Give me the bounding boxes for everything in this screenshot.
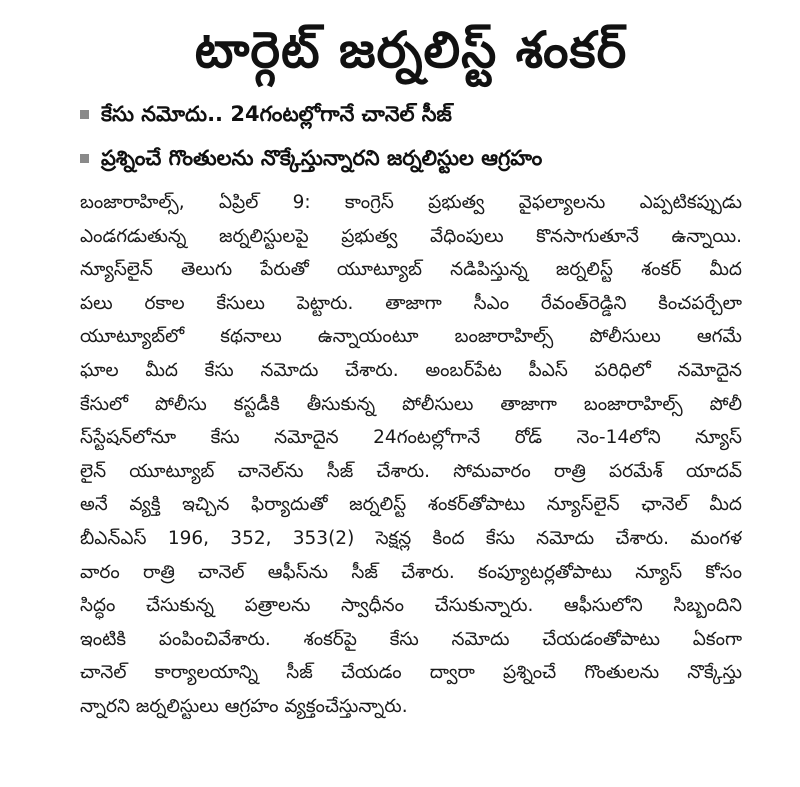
body-line: బంజారాహిల్స్, ఏప్రిల్ 9: కాంగ్రెస్ ప్రభుత్వ వైఫల్యాలను ఎప్పటికప్పుడు xyxy=(80,192,742,213)
body-line: పలు రకాల కేసులు పెట్టారు. తాజాగా సీఎం రేవంత్‌రెడ్డిని కించపర్చేలా xyxy=(80,292,742,314)
body-line: బీఎన్ఎస్ 196, 352, 353(2) సెక్షన్ల కింద కేసు నమోదు చేశారు. మంగళ xyxy=(80,527,742,549)
subhead-2 xyxy=(80,136,742,180)
square-bullet-icon xyxy=(80,154,89,163)
body-line: ఎండగడుతున్న జర్నలిస్టులపై ప్రభుత్వ వేధింపులు కొనసాగుతూనే ఉన్నాయి. xyxy=(80,225,742,247)
subhead-text: కేసు నమోదు.. 24గంటల్లోగానే చానెల్ సీజ్ xyxy=(101,102,452,126)
article-body xyxy=(80,186,742,724)
square-bullet-icon xyxy=(80,110,89,119)
body-line: యూట్యూబ్‌లో కథనాలు ఉన్నాయంటూ బంజారాహిల్స్ పోలీసులు ఆగమే xyxy=(80,326,742,348)
subhead-1 xyxy=(80,92,742,136)
article-headline: టార్గెట్ జర్నలిస్ట్ శంకర్ xyxy=(194,21,628,79)
body-line: సిద్ధం చేసుకున్న పత్రాలను స్వాధీనం చేసుకున్నారు. ఆఫీసులోని సిబ్బందిని xyxy=(80,595,742,617)
body-line: ఇంటికి పంపించివేశారు. శంకర్‌పై కేసు నమోదు చేయడంతోపాటు ఏకంగా xyxy=(80,628,742,650)
body-line: న్నారని జర్నలిస్టులు ఆగ్రహం వ్యక్తంచేస్తున్నారు. xyxy=(80,695,408,717)
body-line: ఘాల మీద కేసు నమోదు చేశారు. అంబర్‌పేట పీఎస్ పరిధిలో నమోదైన xyxy=(80,359,742,381)
body-line: అనే వ్యక్తి ఇచ్చిన ఫిర్యాదుతో జర్నలిస్ట్ శంకర్‌తోపాటు న్యూస్‌లైన్ ఛానెల్ మీద xyxy=(80,494,742,516)
body-line: స్‌స్టేషన్‌లోనూ కేసు నమోదైన 24గంటల్లోగానే రోడ్ నెం-14లోని న్యూస్ xyxy=(80,427,742,449)
body-line: న్యూస్‌లైన్ తెలుగు పేరుతో యూట్యూబ్ నడిపిస్తున్న జర్నలిస్ట్ శంకర్ మీద xyxy=(80,259,742,281)
body-line: చానెల్ కార్యాలయాన్ని సీజ్ చేయడం ద్వారా ప్రశ్నించే గొంతులను నొక్కేస్తు xyxy=(80,662,742,684)
body-line: వారం రాత్రి చానెల్ ఆఫీస్‌ను సీజ్ చేశారు. కంప్యూటర్లతోపాటు న్యూస్ కోసం xyxy=(80,561,742,583)
body-line: కేసులో పోలీసు కస్టడీకి తీసుకున్న పోలీసులు తాజాగా బంజారాహిల్స్ పోలీ xyxy=(80,393,742,415)
subhead-text: ప్రశ్నించే గొంతులను నొక్కేస్తున్నారని జర్నలిస్టుల ఆగ్రహం xyxy=(101,146,543,170)
body-line: లైన్ యూట్యూబ్ చానెల్‌ను సీజ్ చేశారు. సోమవారం రాత్రి పరమేశ్ యాదవ్ xyxy=(80,460,742,482)
